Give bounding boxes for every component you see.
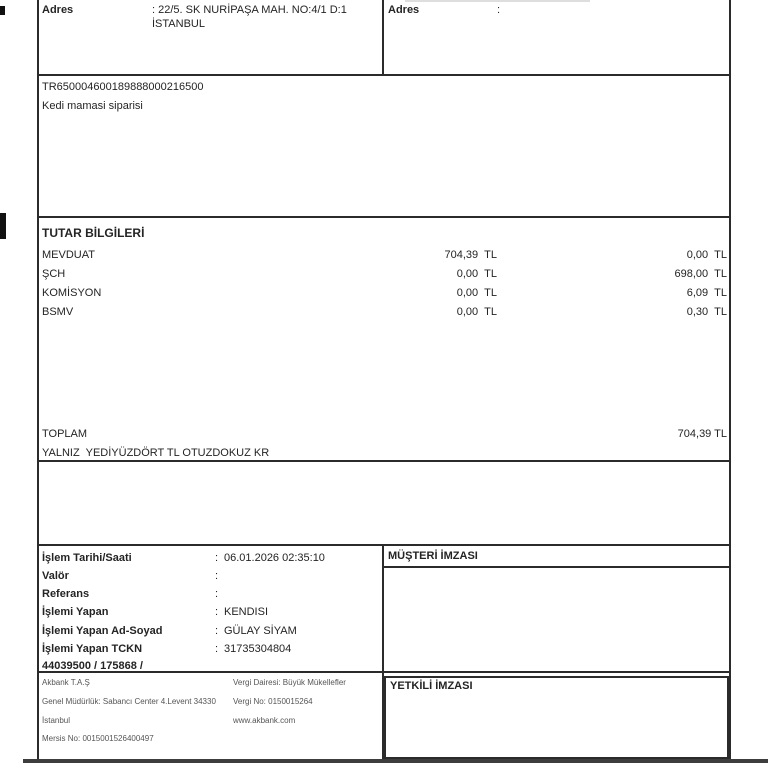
divider-address-cells (382, 0, 384, 76)
footer-tax-no: Vergi No: 0150015264 (233, 697, 313, 706)
amounts-section-title: TUTAR BİLGİLERİ (42, 226, 145, 240)
amount-col2: 6,09 TL (686, 287, 727, 299)
detail-value: GÜLAY SİYAM (224, 625, 297, 637)
total-label: TOPLAM (42, 428, 88, 440)
bottom-edge-bar (23, 759, 768, 763)
amount-in-words: YALNIZ YEDİYÜZDÖRT TL OTUZDOKUZ KR (42, 447, 270, 459)
detail-row (38, 570, 383, 587)
detail-label: İşlem Tarihi/Saati (42, 552, 132, 564)
description-text: Kedi mamasi siparisi (42, 100, 143, 112)
detail-colon: : (215, 552, 219, 564)
detail-colon: : (215, 643, 219, 655)
detail-label: İşlemi Yapan Ad-Soyad (42, 625, 163, 637)
detail-row (38, 643, 383, 660)
detail-value: KENDISI (224, 606, 269, 618)
iban-text: TR650004600189888000216500 (42, 81, 204, 93)
customer-signature-underline (383, 566, 729, 568)
footer-website: www.akbank.com (233, 716, 296, 725)
amount-col2: 0,30 TL (686, 306, 727, 318)
address-label-right: Adres (388, 4, 420, 16)
detail-row (38, 552, 383, 569)
scan-artifact (0, 6, 5, 15)
amount-row (38, 306, 730, 323)
detail-value: 31735304804 (224, 643, 292, 655)
amount-col2: 698,00 TL (674, 268, 727, 280)
scan-artifact-line (405, 0, 590, 2)
detail-value: 06.01.2026 02:35:10 (224, 552, 325, 564)
amount-col1: 0,00 TL (456, 268, 497, 280)
detail-colon: : (215, 625, 219, 637)
address-value-line1: : 22/5. SK NURİPAŞA MAH. NO:4/1 D:1 (152, 4, 347, 16)
amount-label: KOMİSYON (42, 287, 102, 299)
amount-label: BSMV (42, 306, 74, 318)
amount-col1: 704,39 TL (444, 249, 497, 261)
branch-code: 44039500 / 175868 / (42, 660, 143, 672)
footer-city: İstanbul (42, 716, 71, 725)
footer-hq-address: Genel Müdürlük: Sabancı Center 4.Levent 34330 (42, 697, 216, 706)
detail-colon: : (215, 606, 219, 618)
detail-label: İşlemi Yapan (42, 606, 109, 618)
detail-colon: : (215, 588, 219, 600)
detail-colon: : (215, 570, 219, 582)
address-right-colon: : (497, 4, 501, 16)
amount-col1: 0,00 TL (456, 306, 497, 318)
customer-signature-label: MÜŞTERİ İMZASI (388, 550, 478, 562)
footer-tax-office: Vergi Dairesi: Büyük Mükellefler (233, 678, 346, 687)
amount-col2: 0,00 TL (686, 249, 727, 261)
detail-row (38, 625, 383, 642)
total-value: 704,39 TL (677, 428, 727, 440)
rule-below-amounts (37, 460, 731, 462)
amount-row (38, 287, 730, 304)
amount-label: ŞCH (42, 268, 66, 280)
detail-row (38, 588, 383, 605)
scan-artifact (0, 213, 6, 239)
detail-label: Valör (42, 570, 69, 582)
footer-mersis-no: Mersis No: 0015001526400497 (42, 734, 154, 743)
amount-row (38, 268, 730, 285)
detail-row (38, 606, 383, 623)
amount-row (38, 249, 730, 266)
authorized-signature-label: YETKİLİ İMZASI (390, 680, 473, 692)
rule-above-details (37, 544, 731, 546)
address-label-left: Adres (42, 4, 74, 16)
border-right (729, 0, 731, 761)
rule-below-description (37, 216, 731, 218)
address-value-line2: İSTANBUL (152, 18, 205, 30)
detail-label: İşlemi Yapan TCKN (42, 643, 143, 655)
rule-below-address (37, 74, 731, 76)
detail-label: Referans (42, 588, 90, 600)
amount-col1: 0,00 TL (456, 287, 497, 299)
footer-company: Akbank T.A.Ş (42, 678, 90, 687)
amount-label: MEVDUAT (42, 249, 95, 261)
